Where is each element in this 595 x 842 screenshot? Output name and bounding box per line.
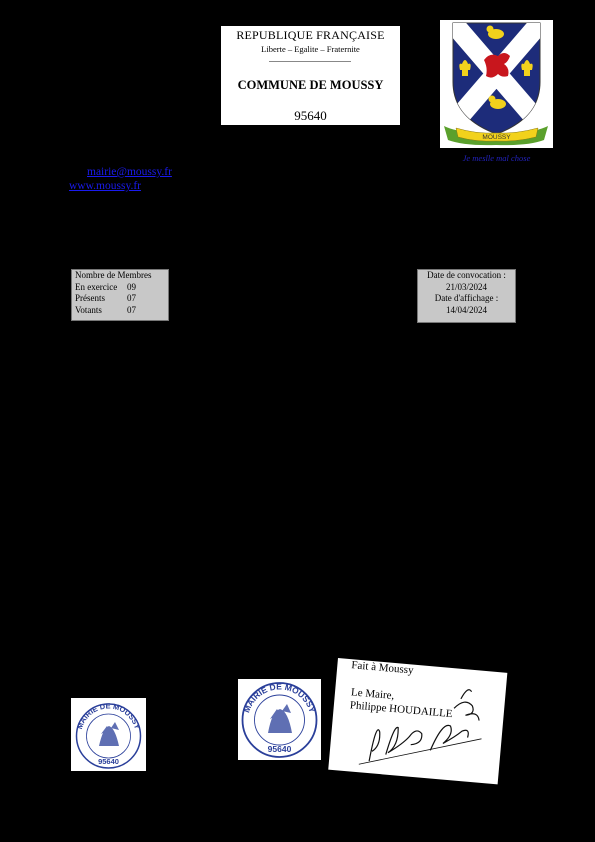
convocation-date: 21/03/2024 bbox=[445, 281, 487, 292]
republic-title: REPUBLIQUE FRANÇAISE bbox=[236, 28, 385, 42]
crest-banner-text: MOUSSY bbox=[482, 134, 511, 141]
members-row-value: 07 bbox=[127, 304, 136, 315]
dates-box bbox=[417, 269, 516, 323]
email-link[interactable]: mairie@moussy.fr bbox=[87, 166, 172, 178]
stamp-postcode: 95640 bbox=[98, 757, 119, 766]
signature-place: Fait à Moussy bbox=[350, 659, 415, 677]
members-row bbox=[75, 293, 168, 305]
crest-shield-icon bbox=[440, 20, 553, 148]
signature-name: Philippe HOUDAILLE bbox=[349, 699, 454, 721]
stamp-postcode: 95640 bbox=[267, 744, 292, 754]
members-row bbox=[75, 305, 168, 317]
republic-motto: Liberte – Egalite – Fraternite bbox=[261, 44, 360, 54]
commune-name: COMMUNE DE MOUSSY bbox=[237, 78, 384, 92]
mairie-stamp-center bbox=[238, 679, 321, 760]
members-count-box bbox=[71, 269, 169, 321]
svg-text:MAIRIE DE MOUSSY bbox=[75, 701, 142, 730]
members-row-value: 07 bbox=[127, 293, 136, 303]
members-title: Nombre de Membres bbox=[75, 270, 152, 280]
signature-role: Le Maire, bbox=[350, 686, 395, 703]
official-seal-icon bbox=[238, 679, 321, 760]
website-link[interactable]: www.moussy.fr bbox=[69, 180, 141, 192]
crest-tagline: Je meslle mal chose bbox=[462, 153, 531, 163]
members-row-value: 09 bbox=[127, 281, 136, 292]
members-row-label: En exercice bbox=[75, 281, 118, 292]
mairie-stamp-left bbox=[71, 698, 146, 771]
affichage-label: Date d'affichage : bbox=[434, 293, 499, 303]
commune-postcode: 95640 bbox=[294, 108, 327, 123]
stamp-text: MAIRIE DE MOUSSY bbox=[241, 681, 318, 714]
convocation-label: Date de convocation : bbox=[427, 270, 506, 280]
signature-block bbox=[328, 658, 507, 784]
stamp-text: MAIRIE DE MOUSSY bbox=[74, 701, 143, 731]
members-row bbox=[75, 282, 168, 294]
affichage-date: 14/04/2024 bbox=[445, 304, 487, 315]
handwritten-signature-icon bbox=[328, 658, 507, 784]
members-row-label: Présents bbox=[75, 293, 105, 303]
members-row-label: Votants bbox=[75, 304, 102, 315]
header-divider bbox=[269, 61, 351, 62]
official-seal-icon bbox=[71, 698, 146, 771]
coat-of-arms bbox=[440, 20, 553, 148]
republic-header bbox=[221, 26, 400, 125]
